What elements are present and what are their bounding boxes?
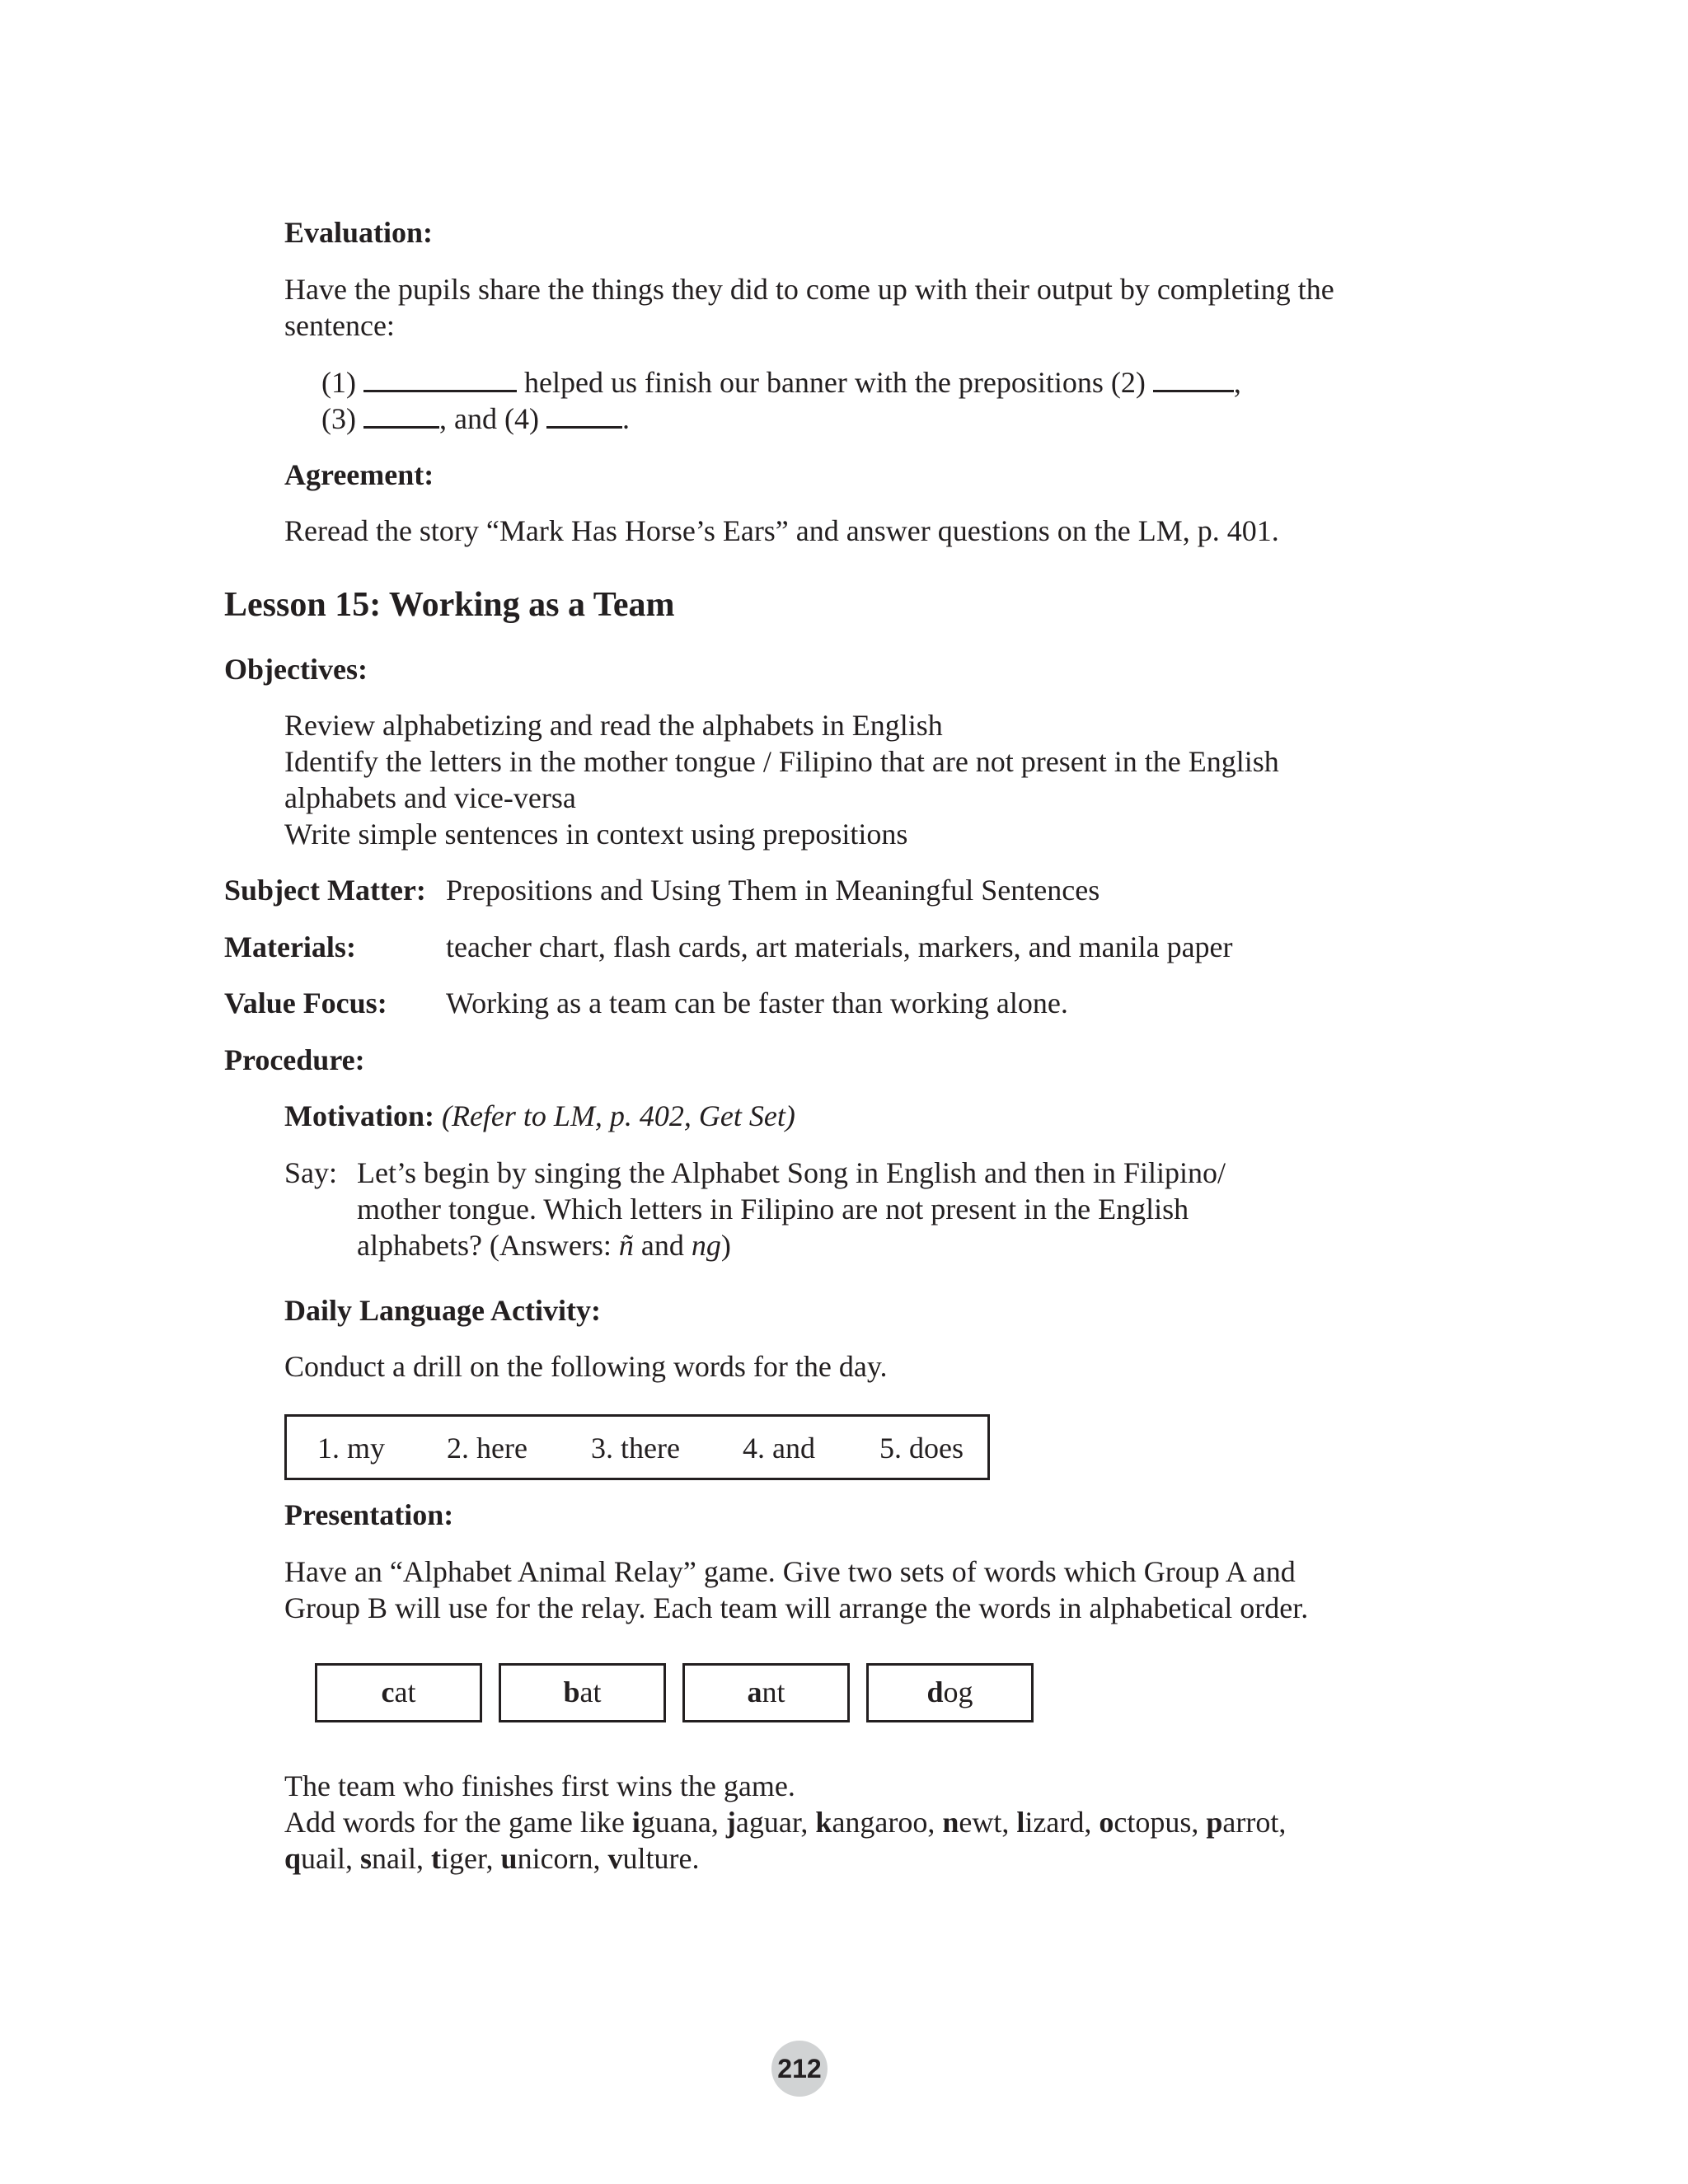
- animal-word: [726, 1806, 816, 1839]
- materials-value: teacher chart, flash cards, art materials, markers, and manila paper: [446, 930, 1233, 963]
- animal-word-rest: uail: [301, 1842, 346, 1875]
- answer-ng: ng: [691, 1229, 721, 1262]
- subject-matter-value: Prepositions and Using Them in Meaningful Sentences: [446, 874, 1100, 907]
- animal-word-first-letter: t: [431, 1842, 442, 1875]
- animal-word-separator: ,: [800, 1806, 816, 1839]
- word-card-bat: [499, 1663, 666, 1722]
- drill-word-3: 3. there: [591, 1432, 680, 1465]
- animal-word: [1206, 1806, 1286, 1839]
- animal-word: [1016, 1806, 1099, 1839]
- animal-word-first-letter: k: [815, 1806, 832, 1839]
- word-drill-box: [284, 1414, 990, 1480]
- animal-word-first-letter: l: [1016, 1806, 1025, 1839]
- fill-text-3: , and (4): [438, 402, 546, 435]
- animal-word-separator: ,: [416, 1842, 432, 1875]
- objectives-heading: Objectives:: [224, 653, 368, 686]
- fill-in-sentence-line-2: [321, 401, 630, 437]
- page-number-badge: 212: [771, 2041, 828, 2097]
- fill-in-sentence-line-1: [321, 364, 1241, 401]
- word-card-cat: [315, 1663, 482, 1722]
- evaluation-text-line-2: sentence:: [284, 309, 395, 342]
- objective-3: Write simple sentences in context using prepositions: [284, 818, 908, 851]
- word-card-rest: og: [943, 1675, 973, 1708]
- animal-word-rest: angaroo: [832, 1806, 928, 1839]
- animal-word-separator: ,: [345, 1842, 361, 1875]
- animal-word-rest: ulture: [622, 1842, 692, 1875]
- animal-word: [501, 1842, 608, 1875]
- animal-word-separator: ,: [710, 1806, 726, 1839]
- closing-text-line-2: [284, 1804, 1286, 1840]
- drill-word-1: 1. my: [317, 1432, 386, 1465]
- procedure-heading: Procedure:: [224, 1043, 365, 1076]
- blank-number-1: (1): [321, 366, 356, 399]
- animal-word-first-letter: u: [500, 1842, 518, 1875]
- closing-text-line-3: [284, 1840, 700, 1877]
- fill-text-4: .: [621, 402, 630, 435]
- objective-2-continued: alphabets and vice-versa: [284, 781, 576, 814]
- closing-text-line-1: The team who finishes first wins the game.: [284, 1769, 795, 1802]
- animal-word-separator: .: [692, 1842, 700, 1875]
- animal-word-separator: ,: [1278, 1806, 1287, 1839]
- word-card-ant: [682, 1663, 850, 1722]
- evaluation-text-line-1: Have the pupils share the things they did to come up with their output by completing the: [284, 273, 1334, 306]
- word-card-dog: [866, 1663, 1034, 1722]
- animal-word: [284, 1842, 360, 1875]
- animal-word-rest: nicorn: [517, 1842, 593, 1875]
- agreement-text: Reread the story “Mark Has Horse’s Ears” and answer questions on the LM, p. 401.: [284, 514, 1279, 547]
- animal-word-rest: iger: [441, 1842, 486, 1875]
- presentation-text-line-1: Have an “Alphabet Animal Relay” game. Give two sets of words which Group A and: [284, 1555, 1296, 1588]
- animal-word-first-letter: p: [1206, 1806, 1223, 1839]
- lesson-title: Lesson 15: Working as a Team: [224, 586, 675, 624]
- animal-word: [632, 1806, 726, 1839]
- daily-language-text: Conduct a drill on the following words for the day.: [284, 1350, 888, 1383]
- say-line-3-and: and: [633, 1229, 692, 1262]
- blank-2: [1153, 365, 1234, 392]
- say-label: Say:: [284, 1156, 338, 1189]
- animal-word-first-letter: v: [607, 1842, 623, 1875]
- animal-word-first-letter: j: [725, 1806, 736, 1839]
- word-card-first-letter: d: [926, 1675, 944, 1708]
- motivation-label: Motivation:: [284, 1099, 434, 1132]
- animal-word: [815, 1806, 942, 1839]
- objective-1: Review alphabetizing and read the alphabets in English: [284, 709, 943, 742]
- say-line-3-text: alphabets? (Answers:: [357, 1229, 619, 1262]
- animal-word-separator: ,: [1191, 1806, 1207, 1839]
- closing-intro: Add words for the game like: [284, 1806, 632, 1839]
- animal-word-first-letter: i: [631, 1806, 640, 1839]
- blank-3: [363, 401, 439, 429]
- animal-word-rest: izard: [1025, 1806, 1085, 1839]
- fill-text-1: helped us finish our banner with the prepositions (2): [516, 366, 1153, 399]
- say-line-3-close: ): [720, 1229, 731, 1262]
- evaluation-heading: Evaluation:: [284, 216, 434, 249]
- presentation-heading: Presentation:: [284, 1498, 454, 1531]
- drill-word-4: 4. and: [743, 1432, 815, 1465]
- drill-word-2: 2. here: [447, 1432, 528, 1465]
- animal-word: [360, 1842, 431, 1875]
- animal-word: [942, 1806, 1016, 1839]
- animal-word-first-letter: q: [284, 1842, 302, 1875]
- animal-word-rest: guana: [640, 1806, 711, 1839]
- animal-word-separator: ,: [485, 1842, 501, 1875]
- animal-word-rest: nail: [372, 1842, 417, 1875]
- animal-word-rest: ctopus: [1114, 1806, 1192, 1839]
- say-line-1: Let’s begin by singing the Alphabet Song in English and then in Filipino/: [357, 1156, 1226, 1189]
- say-line-2: mother tongue. Which letters in Filipino are not present in the English: [357, 1193, 1189, 1226]
- animal-word-rest: ewt: [959, 1806, 1002, 1839]
- animal-word-first-letter: s: [360, 1842, 373, 1875]
- animal-word: [1099, 1806, 1206, 1839]
- fill-text-2: ,: [1233, 366, 1241, 399]
- objective-2: Identify the letters in the mother tongue / Filipino that are not present in the English: [284, 745, 1279, 778]
- agreement-heading: Agreement:: [284, 458, 434, 491]
- animal-word-separator: ,: [1084, 1806, 1100, 1839]
- word-card-first-letter: b: [563, 1675, 580, 1708]
- animal-word: [608, 1842, 700, 1875]
- blank-1: [363, 365, 517, 392]
- animal-word-list-2: [284, 1842, 700, 1875]
- drill-word-5: 5. does: [879, 1432, 964, 1465]
- animal-word-first-letter: o: [1099, 1806, 1114, 1839]
- motivation-line: [284, 1098, 795, 1134]
- word-card-rest: at: [579, 1675, 602, 1708]
- subject-matter-label: Subject Matter:: [224, 874, 426, 907]
- word-card-rest: at: [394, 1675, 416, 1708]
- daily-language-heading: Daily Language Activity:: [284, 1294, 601, 1327]
- word-card-first-letter: c: [381, 1675, 395, 1708]
- animal-word-first-letter: n: [942, 1806, 959, 1839]
- animal-word-list-1: [632, 1806, 1286, 1839]
- say-line-3: [357, 1227, 731, 1263]
- word-card-first-letter: a: [747, 1675, 762, 1708]
- presentation-text-line-2: Group B will use for the relay. Each team will arrange the words in alphabetical order.: [284, 1591, 1309, 1624]
- blank-number-3: (3): [321, 402, 356, 435]
- blank-4: [546, 401, 622, 429]
- value-focus-label: Value Focus:: [224, 987, 387, 1019]
- word-card-rest: nt: [762, 1675, 785, 1708]
- value-focus-value: Working as a team can be faster than working alone.: [446, 987, 1068, 1019]
- answer-n-tilde: ñ: [618, 1229, 634, 1262]
- animal-word-separator: ,: [927, 1806, 943, 1839]
- animal-word-rest: aguar: [735, 1806, 801, 1839]
- motivation-reference: (Refer to LM, p. 402, Get Set): [434, 1099, 795, 1132]
- animal-word-rest: arrot: [1222, 1806, 1279, 1839]
- animal-word: [431, 1842, 501, 1875]
- materials-label: Materials:: [224, 930, 356, 963]
- animal-word-separator: ,: [1001, 1806, 1017, 1839]
- animal-word-separator: ,: [593, 1842, 608, 1875]
